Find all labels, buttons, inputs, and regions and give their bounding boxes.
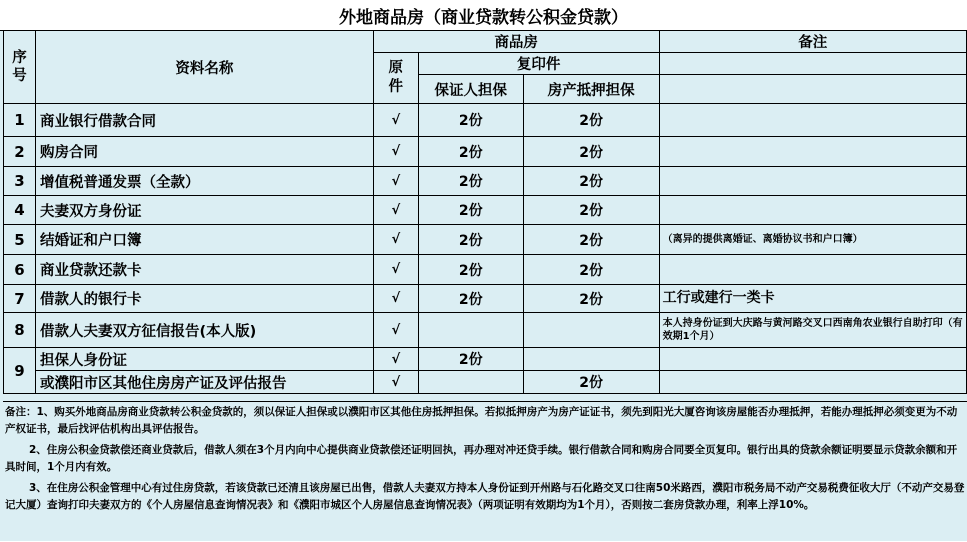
row-guarantor-copies: 2份 <box>418 225 523 255</box>
row-guarantor-copies: 2份 <box>418 348 523 371</box>
row-note <box>659 348 966 371</box>
row-note <box>659 137 966 167</box>
row-document-name: 结婚证和户口簿 <box>35 225 373 255</box>
table-row <box>4 371 967 394</box>
table-row <box>4 225 967 255</box>
row-document-name: 夫妻双方身份证 <box>35 196 373 225</box>
header-notes-blank <box>659 53 966 75</box>
row-note <box>659 371 966 394</box>
row-original-check: √ <box>373 285 418 313</box>
row-document-name: 担保人身份证 <box>35 348 373 371</box>
row-original-check: √ <box>373 167 418 196</box>
row-mortgage-copies: 2份 <box>523 225 659 255</box>
row-guarantor-copies: 2份 <box>418 285 523 313</box>
row-mortgage-copies <box>523 313 659 348</box>
row-mortgage-copies: 2份 <box>523 255 659 285</box>
row-document-name: 增值税普通发票（全款） <box>35 167 373 196</box>
row-document-name: 商业贷款还款卡 <box>35 255 373 285</box>
row-note <box>659 255 966 285</box>
row-guarantor-copies <box>418 371 523 394</box>
table-row <box>4 285 967 313</box>
row-original-check: √ <box>373 255 418 285</box>
table-row <box>4 104 967 137</box>
header-commodity-house: 商品房 <box>373 31 659 53</box>
table-row <box>4 313 967 348</box>
row-number: 7 <box>4 285 36 313</box>
remark-2: 2、住房公积金贷款偿还商业贷款后，借款人须在3个月内向中心提供商业贷款偿还证明回执，再办理对冲还贷手续。银行借款合同和购房合同要全页复印。银行出具的贷款余额证明要显示贷款余额和开具时间，1个月内有效。 <box>5 444 958 473</box>
row-guarantor-copies: 2份 <box>418 167 523 196</box>
row-note <box>659 167 966 196</box>
row-original-check: √ <box>373 137 418 167</box>
row-document-name: 借款人的银行卡 <box>35 285 373 313</box>
row-guarantor-copies: 2份 <box>418 255 523 285</box>
header-guarantor: 保证人担保 <box>418 75 523 104</box>
row-number: 3 <box>4 167 36 196</box>
row-note: （离异的提供离婚证、离婚协议书和户口簿） <box>659 225 966 255</box>
table-row <box>4 137 967 167</box>
table-row <box>4 167 967 196</box>
table-row <box>4 255 967 285</box>
row-number: 9 <box>4 348 36 394</box>
row-number: 4 <box>4 196 36 225</box>
header-mortgage: 房产抵押担保 <box>523 75 659 104</box>
row-guarantor-copies: 2份 <box>418 196 523 225</box>
row-number: 8 <box>4 313 36 348</box>
header-notes-blank <box>659 75 966 104</box>
row-note: 本人持身份证到大庆路与黄河路交叉口西南角农业银行自助打印（有效期1个月） <box>659 313 966 348</box>
row-original-check: √ <box>373 371 418 394</box>
table-row <box>4 348 967 371</box>
header-copy: 复印件 <box>418 53 659 75</box>
sheet-title: 外地商品房（商业贷款转公积金贷款） <box>0 0 967 31</box>
row-mortgage-copies <box>523 348 659 371</box>
row-guarantor-copies: 2份 <box>418 104 523 137</box>
row-document-name: 购房合同 <box>35 137 373 167</box>
row-mortgage-copies: 2份 <box>523 196 659 225</box>
row-mortgage-copies: 2份 <box>523 104 659 137</box>
row-note <box>659 196 966 225</box>
remark-1: 备注：1、购买外地商品房商业贷款转公积金贷款的，须以保证人担保或以濮阳市区其他住房抵押担保。若拟抵押房产为房产证证书，须先到阳光大厦咨询该房屋能否办理抵押，若能办理抵押必须变更为不动产权证书，最后找评估机构出具评估报告。 <box>5 406 958 435</box>
row-original-check: √ <box>373 196 418 225</box>
remark-3: 3、在住房公积金管理中心有过住房贷款，若该贷款已还清且该房屋已出售，借款人夫妻双方持本人身份证到开州路与石化路交叉口往南50米路西，濮阳市税务局不动产交易税费征收大厅（不动产交易登记大厦）查询打印夫妻双方的《个人房屋信息查询情况表》和《濮阳市城区个人房屋信息查询情况表》（两项证明有效期均为1个月），否则按二套房贷款办理，利率上浮10%。 <box>5 482 965 511</box>
document-table <box>3 30 967 394</box>
row-number: 2 <box>4 137 36 167</box>
header-name: 资料名称 <box>35 31 373 104</box>
header-notes: 备注 <box>659 31 966 53</box>
row-guarantor-copies <box>418 313 523 348</box>
row-mortgage-copies: 2份 <box>523 137 659 167</box>
remarks-section <box>3 401 967 542</box>
row-guarantor-copies: 2份 <box>418 137 523 167</box>
row-mortgage-copies: 2份 <box>523 167 659 196</box>
row-original-check: √ <box>373 348 418 371</box>
row-original-check: √ <box>373 225 418 255</box>
header-original: 原件 <box>373 53 418 104</box>
row-number: 6 <box>4 255 36 285</box>
row-number: 1 <box>4 104 36 137</box>
header-seq: 序号 <box>4 31 36 104</box>
row-document-name: 或濮阳市区其他住房房产证及评估报告 <box>35 371 373 394</box>
row-note <box>659 104 966 137</box>
row-original-check: √ <box>373 104 418 137</box>
row-document-name: 商业银行借款合同 <box>35 104 373 137</box>
row-document-name: 借款人夫妻双方征信报告(本人版) <box>35 313 373 348</box>
table-row <box>4 196 967 225</box>
row-original-check: √ <box>373 313 418 348</box>
row-note: 工行或建行一类卡 <box>659 285 966 313</box>
row-mortgage-copies: 2份 <box>523 285 659 313</box>
row-mortgage-copies: 2份 <box>523 371 659 394</box>
row-number: 5 <box>4 225 36 255</box>
